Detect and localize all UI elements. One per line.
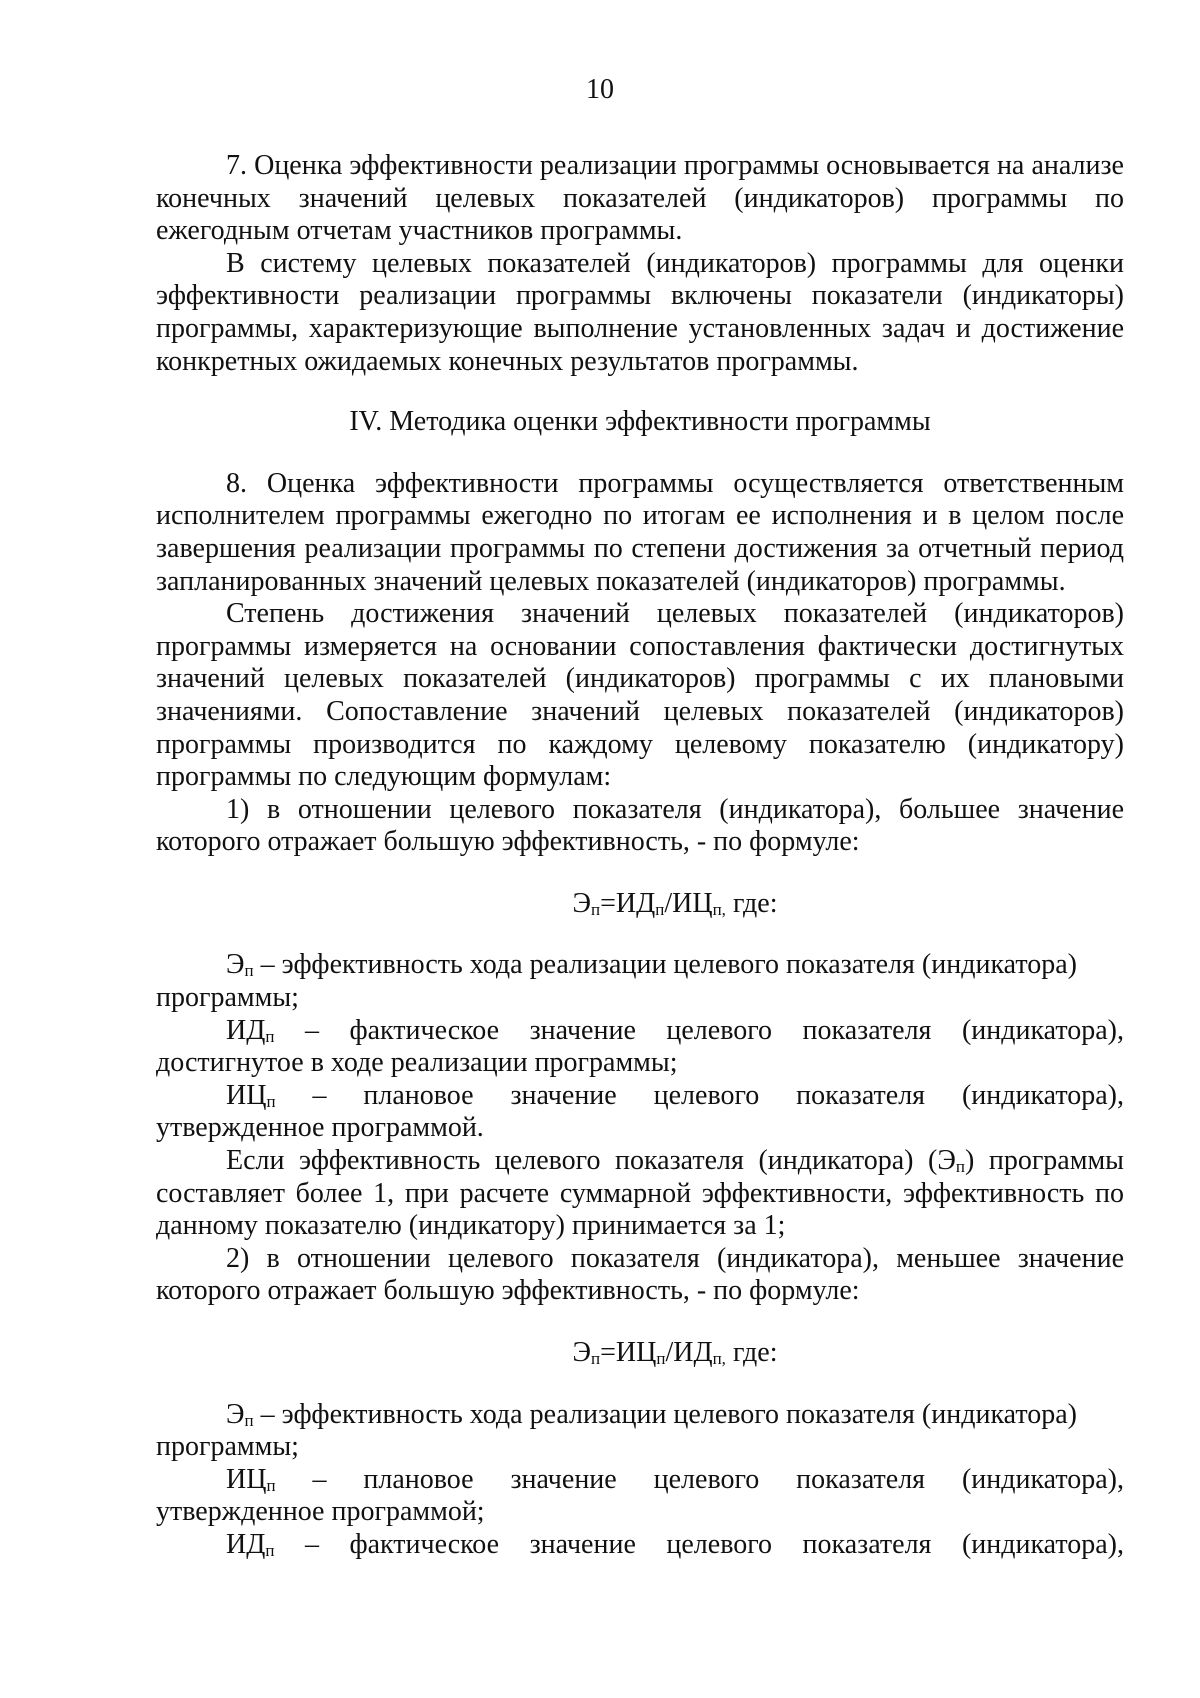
page-number: 10 [586, 74, 614, 105]
document-body [156, 150, 1124, 1562]
formula-2-definition-e: $Э_п$ – эффективность хода реализации целевого показателя (индикатора) программы; [156, 1398, 1077, 1463]
formula-1-definition-id: $ИД_п$ – фактическое значение целевого показателя (индикатора), достигнутое в ходе реализации программы; [156, 1014, 1124, 1079]
formula-2-definition-id: $ИД_п$ – фактическое значение целевого показателя (индикатора), [226, 1528, 1124, 1560]
formula-2: $Э_п=ИЦ_п/ИД_{п,}$ где: [572, 1337, 778, 1368]
paragraph-8: 8. Оценка эффективности программы осуществляется ответственным исполнителем программы ежегодно по итогам ее исполнения и в целом после завершения реализации программы по степени достижения за отчетный период запланированных значений целевых показателей (индикаторов) программы. [156, 467, 1124, 597]
item-2: 2) в отношении целевого показателя (индикатора), меньшее значение которого отражает большую эффективность, - по формуле: [156, 1242, 1124, 1307]
formula-1-definition-ic: $ИЦ_п$ – плановое значение целевого показателя (индикатора), утвержденное программой. [156, 1079, 1124, 1144]
formula-1: $Э_п=ИД_п/ИЦ_{п,}$ где: [572, 887, 778, 919]
paragraph-if-efficiency: Если эффективность целевого показателя (индикатора) $(Э_п)$ программы составляет более 1, при расчете суммарной эффективности, эффективность по данному показателю (индикатору) принимается за 1; [156, 1145, 1124, 1242]
paragraph-8-degree: Степень достижения значений целевых показателей (индикаторов) программы измеряется на основании сопоставления фактически достигнутых значений целевых показателей (индикаторов) программы с их плановыми значениями. Сопоставление значений целевых показателей (индикаторов) программы производится по каждому целевому показателю (индикатору) программы по следующим формулам: [156, 598, 1124, 793]
paragraph-7-indicators: В систему целевых показателей (индикаторов) программы для оценки эффективности реализации программы включены показатели (индикаторы) программы, характеризующие выполнение установленных задач и достижение конкретных ожидаемых конечных результатов программы. [156, 247, 1124, 377]
formula-1-definition-e: $Э_п$ – эффективность хода реализации целевого показателя (индикатора) программы; [156, 949, 1077, 1014]
item-1: 1) в отношении целевого показателя (индикатора), большее значение которого отражает большую эффективность, - по формуле: [156, 793, 1124, 858]
section-title: IV. Методика оценки эффективности программы [349, 406, 931, 438]
paragraph-7: 7. Оценка эффективности реализации программы основывается на анализе конечных значений целевых показателей (индикаторов) программы по ежегодным отчетам участников программы. [156, 150, 1124, 247]
formula-2-definition-ic: $ИЦ_п$ – плановое значение целевого показателя (индикатора), утвержденное программой; [156, 1463, 1124, 1528]
